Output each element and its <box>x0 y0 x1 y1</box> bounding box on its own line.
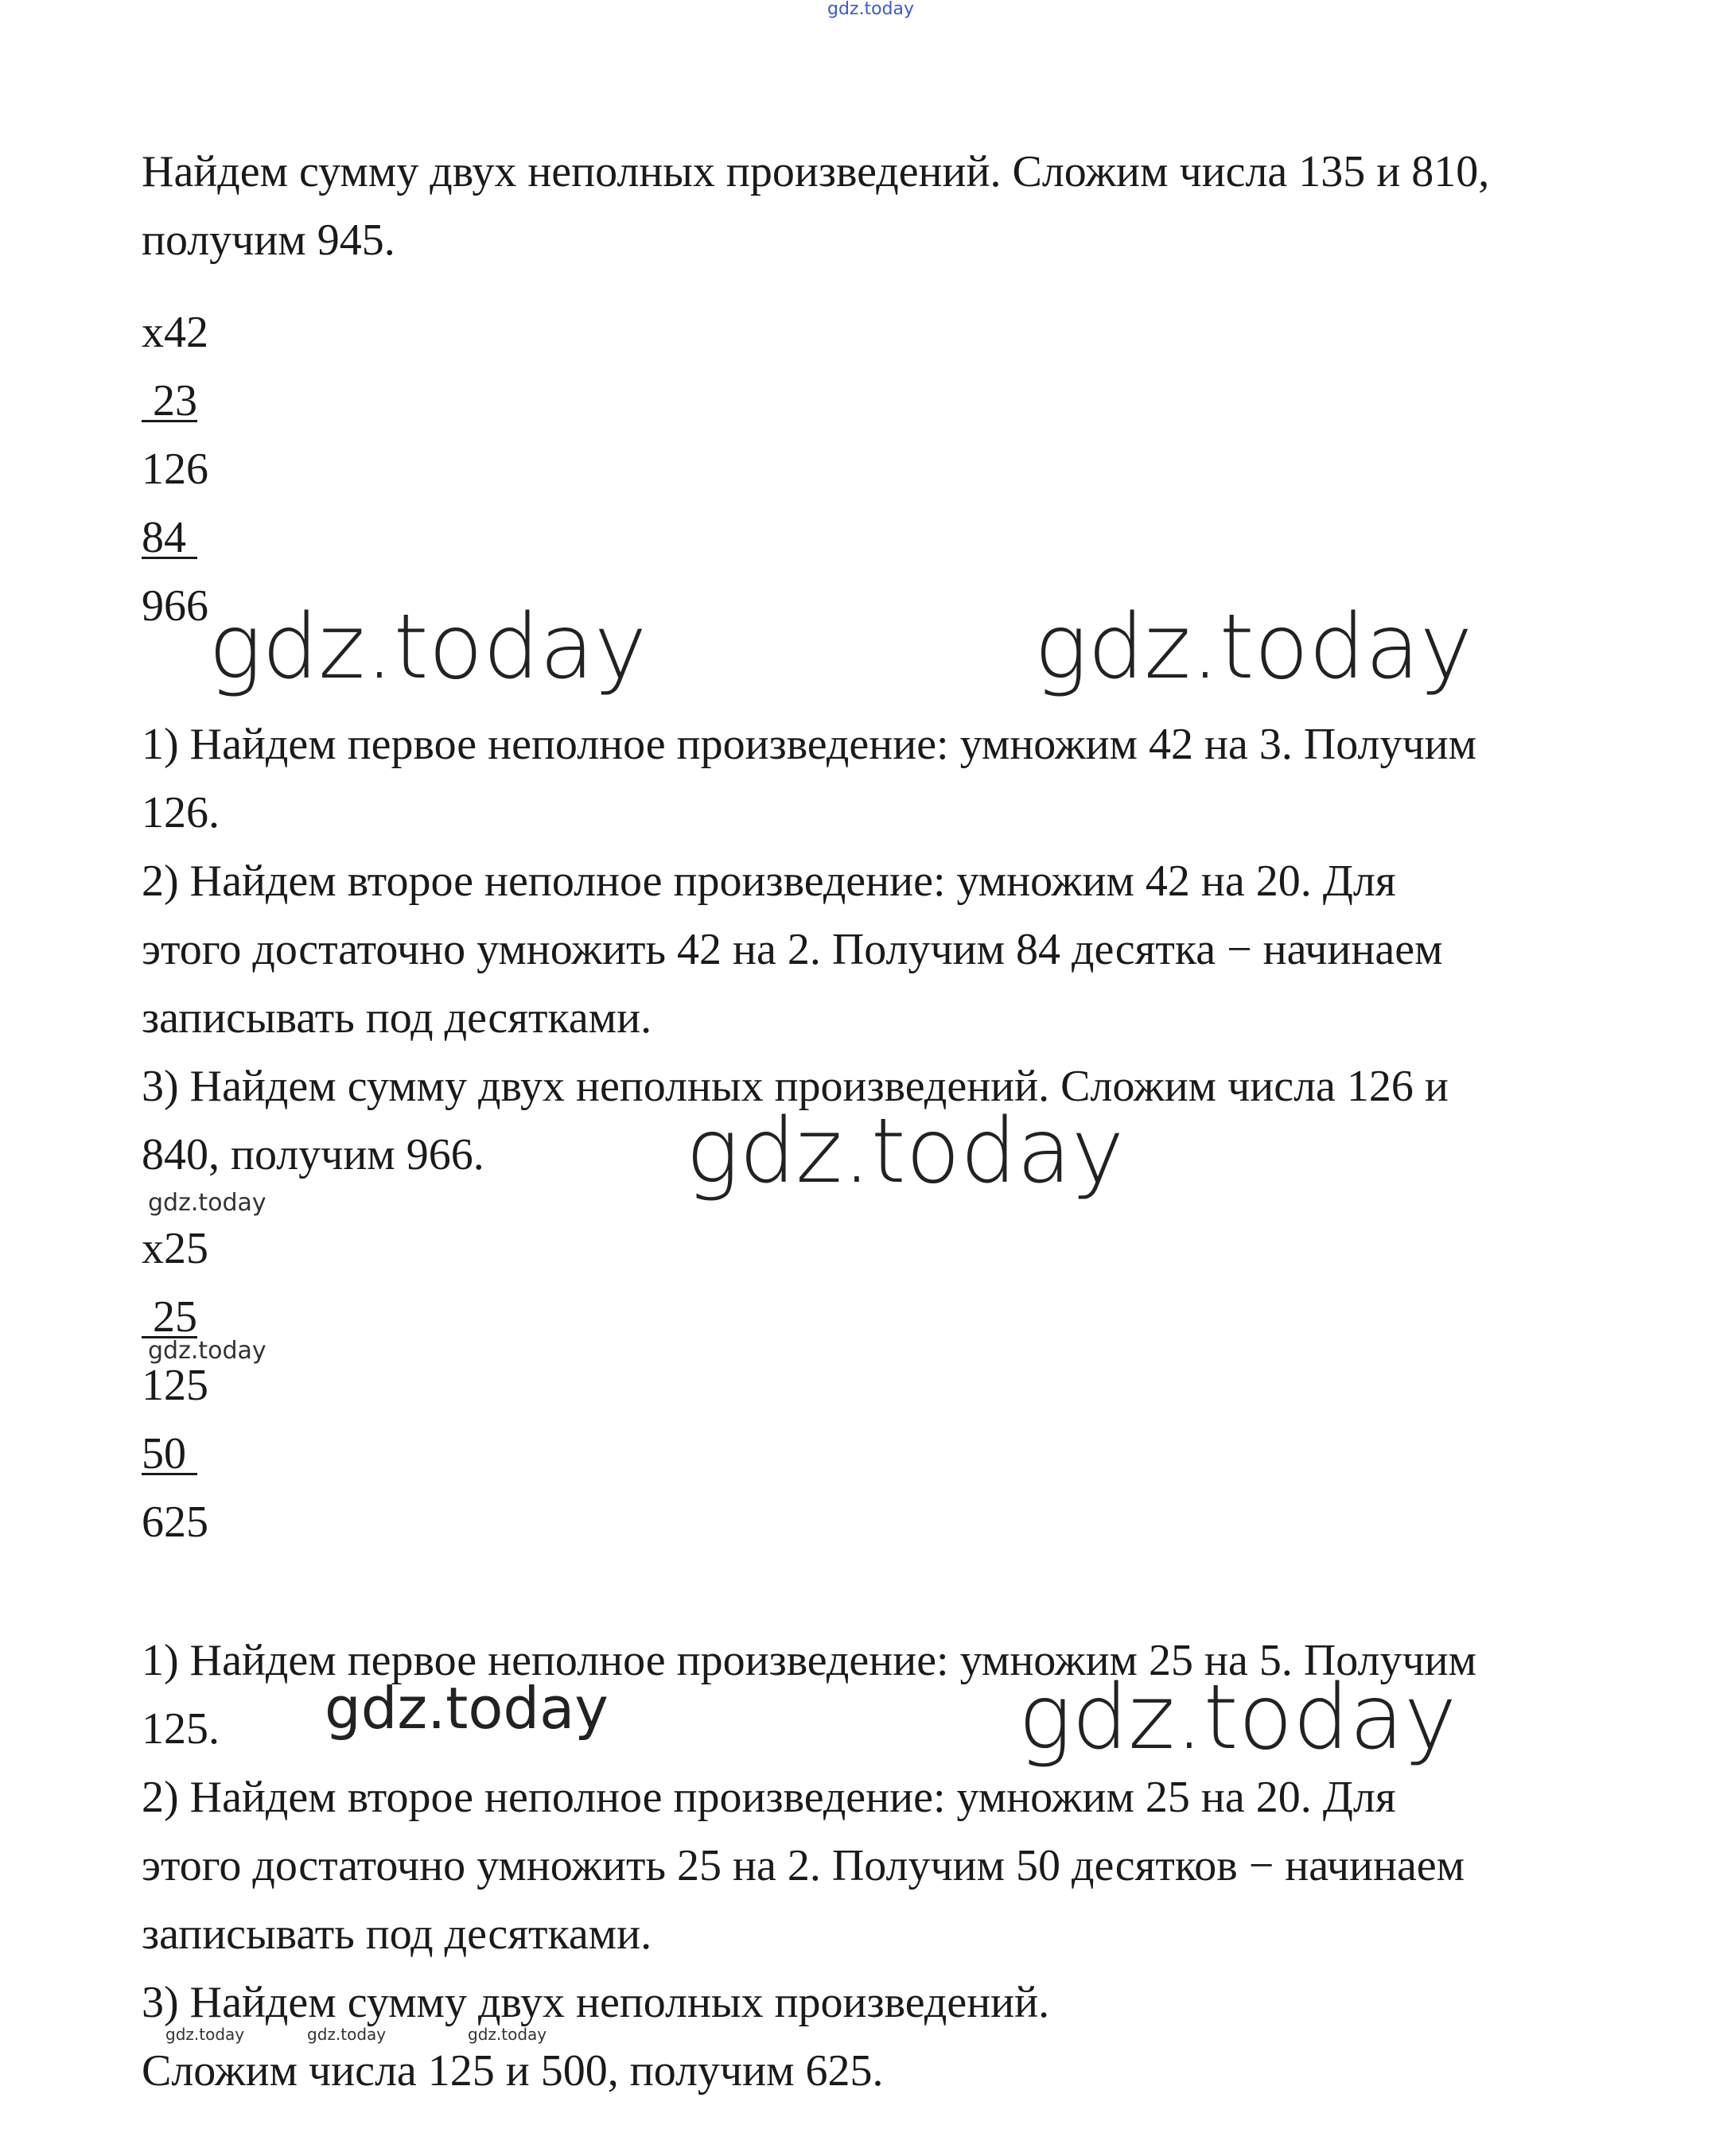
calc-partial-product-1: 126 <box>142 445 208 494</box>
step-line: 2) Найдем второе неполное произведение: умножим 25 на 20. Для <box>142 1773 1396 1822</box>
calc-multiplier: 25 <box>142 1292 197 1342</box>
paragraph-line: получим 945. <box>142 216 395 265</box>
step-line: записывать под десятками. <box>142 1909 652 1959</box>
step-line: 1) Найдем первое неполное произведение: умножим 42 на 3. Получим <box>142 720 1477 769</box>
watermark-top: gdz.today <box>827 0 915 19</box>
step-line: 1) Найдем первое неполное произведение: умножим 25 на 5. Получим <box>142 1636 1477 1685</box>
step-line: 125. <box>142 1704 220 1754</box>
watermark-tiny: gdz.today <box>165 2025 245 2044</box>
step-line: записывать под десятками. <box>142 993 652 1043</box>
calc-multiplicand: x42 <box>142 308 208 357</box>
step-line: этого достаточно умножить 42 на 2. Получим 84 десятка − начинаем <box>142 925 1443 974</box>
step-line: 126. <box>142 788 220 837</box>
step-line: 3) Найдем сумму двух неполных произведений. <box>142 1978 1050 2027</box>
calc-partial-product-2: 50 <box>142 1429 197 1478</box>
watermark-small: gdz.today <box>148 1189 266 1217</box>
calc-partial-product-1: 125 <box>142 1361 208 1410</box>
step-line: этого достаточно умножить 25 на 2. Получим 50 десятков − начинаем <box>142 1841 1465 1890</box>
watermark-large: gdz.today <box>686 1100 1125 1203</box>
watermark-small: gdz.today <box>148 1337 266 1365</box>
calc-result: 966 <box>142 581 208 631</box>
watermark-large: gdz.today <box>1018 1666 1457 1769</box>
step-line: Сложим числа 125 и 500, получим 625. <box>142 2046 884 2096</box>
watermark-medium: gdz.today <box>325 1675 609 1742</box>
watermark-large: gdz.today <box>208 596 648 699</box>
calc-result: 625 <box>142 1498 208 1547</box>
calc-multiplier: 23 <box>142 376 197 425</box>
watermark-large: gdz.today <box>1034 596 1473 699</box>
watermark-tiny: gdz.today <box>307 2025 387 2044</box>
paragraph-line: Найдем сумму двух неполных произведений. Сложим числа 135 и 810, <box>142 147 1490 196</box>
watermark-tiny: gdz.today <box>468 2025 547 2044</box>
step-line: 3) Найдем сумму двух неполных произведений. Сложим числа 126 и <box>142 1062 1449 1111</box>
calc-multiplicand: x25 <box>142 1224 208 1273</box>
step-line: 2) Найдем второе неполное произведение: умножим 42 на 20. Для <box>142 857 1396 906</box>
step-line: 840, получим 966. <box>142 1130 484 1179</box>
calc-partial-product-2: 84 <box>142 513 197 562</box>
